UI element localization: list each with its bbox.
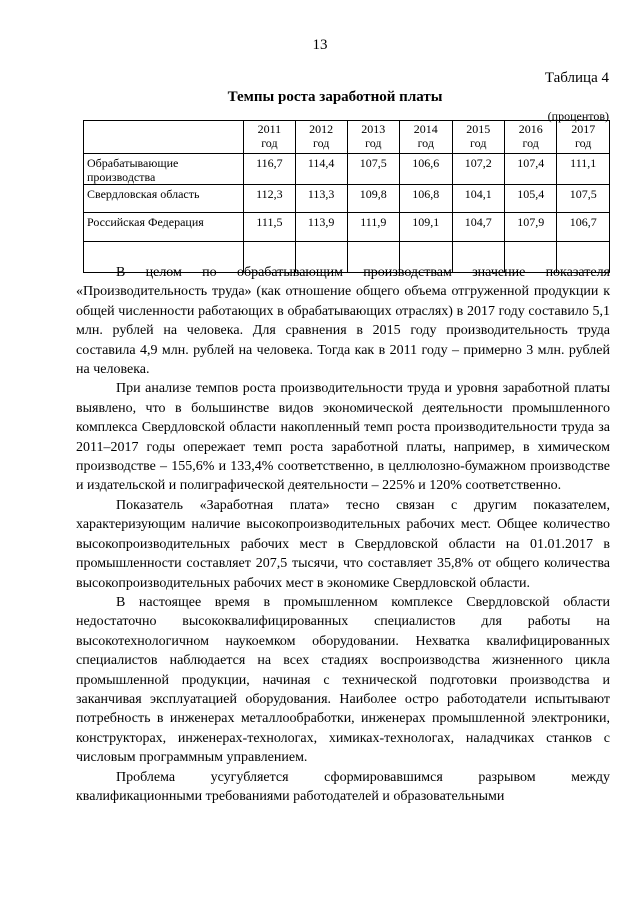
table-cell: 111,1 xyxy=(557,154,610,185)
table-cell: 104,7 xyxy=(452,213,504,242)
table-cell: 106,6 xyxy=(400,154,452,185)
table-cell: 104,1 xyxy=(452,185,504,213)
table-cell: 105,4 xyxy=(504,185,556,213)
paragraph: Показатель «Заработная плата» тесно связан с другим показателем, характеризующим наличие высокопроизводительных рабочих мест. Общее количество высокопроизводительных рабочих мест в Свердловской области на 01.01.2017 в промышленности составляет 207,5 тысячи, что составляет 35,8% от общего количества высокопроизводительных рабочих мест в экономике Свердловской области. xyxy=(76,497,610,591)
row-label: Российская Федерация xyxy=(84,213,244,242)
row-label: Обрабатывающие производства xyxy=(84,154,244,185)
table-title: Темпы роста заработной платы xyxy=(227,89,443,105)
header-cell-year: 2012 год xyxy=(295,121,347,154)
header-cell-year: 2015 год xyxy=(452,121,504,154)
header-cell-year: 2011 год xyxy=(244,121,296,154)
header-cell-empty xyxy=(84,121,244,154)
table-cell: 113,3 xyxy=(295,185,347,213)
table-units: (процентов) xyxy=(547,109,609,123)
header-cell-year: 2013 год xyxy=(347,121,399,154)
header-cell-year: 2014 год xyxy=(400,121,452,154)
table-cell: 116,7 xyxy=(244,154,296,185)
table-cell: 106,7 xyxy=(557,213,610,242)
table-cell: 112,3 xyxy=(244,185,296,213)
table-cell: 107,4 xyxy=(504,154,556,185)
table-row xyxy=(84,154,610,185)
table-cell: 114,4 xyxy=(295,154,347,185)
row-label: Свердловская область xyxy=(84,185,244,213)
table-cell: 107,2 xyxy=(452,154,504,185)
wage-growth-table xyxy=(83,120,610,273)
table-row xyxy=(84,213,610,242)
table-cell: 109,8 xyxy=(347,185,399,213)
header-cell-year: 2017 год xyxy=(557,121,610,154)
paragraph: При анализе темпов роста производительности труда и уровня заработной платы выявлено, что в большинстве видов экономической деятельности промышленного комплекса Свердловской области накопленный темп роста производительности труда за 2011–2017 годы опережает темп роста заработной платы, например, в химическом производстве – 155,6% и 133,4% соответственно, в целлюлозно-бумажном производстве и издательской и полиграфической деятельности – 225% и 120% соответственно. xyxy=(76,381,610,494)
table-cell: 107,5 xyxy=(557,185,610,213)
header-cell-year: 2016 год xyxy=(504,121,556,154)
table-cell: 106,8 xyxy=(400,185,452,213)
page-number: 13 xyxy=(312,37,328,53)
paragraph: Проблема усугубляется сформировавшимся разрывом между квалификационными требованиями работодателей и образовательными xyxy=(76,769,610,804)
table-cell: 107,5 xyxy=(347,154,399,185)
body-text xyxy=(76,263,610,806)
paragraph: В настоящее время в промышленном комплексе Свердловской области недостаточно высококвалифицированных специалистов для работы на высокотехнологичном наукоемком оборудовании. Нехватка квалифицированных специалистов наблюдается на всех стадиях воспроизводства жизненного цикла промышленной продукции, начиная с технической подготовки производства и заканчивая эксплуатацией оборудования. Наиболее остро работодатели испытывают потребность в инженерах металлообработки, инженерах промышленной электроники, конструкторах, инженерах-технологах, химиках-технологах, наладчиках станков с числовым программным управлением. xyxy=(76,594,610,766)
table-cell: 113,9 xyxy=(295,213,347,242)
paragraph: В целом по обрабатывающим производствам значение показателя «Производительность труда» (как отношение общего объема отгруженной продукции к общей численности работающих в обрабатывающих отраслях) в 2017 году составило 5,1 млн. рублей на человека. Для сравнения в 2015 году производительность труда составила 4,9 млн. рублей на человека. Тогда как в 2011 году – примерно 3 млн. рублей на человека. xyxy=(76,265,610,378)
table-header-row xyxy=(84,121,610,154)
table-label: Таблица 4 xyxy=(544,70,609,86)
table-cell: 109,1 xyxy=(400,213,452,242)
table-cell: 111,5 xyxy=(244,213,296,242)
table-cell: 111,9 xyxy=(347,213,399,242)
table-cell: 107,9 xyxy=(504,213,556,242)
table-row xyxy=(84,185,610,213)
